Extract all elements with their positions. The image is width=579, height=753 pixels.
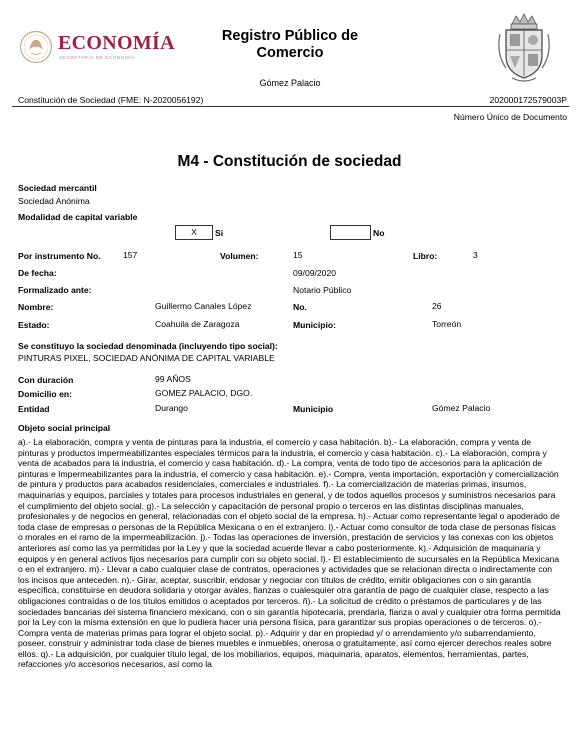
reference-left: Constitución de Sociedad (FME: N-2020056192): [18, 95, 204, 105]
municipality-label: Municipio:: [293, 320, 336, 330]
company-value: PINTURAS PIXEL, SOCIEDAD ANÓNIMA DE CAPITAL VARIABLE: [18, 353, 275, 363]
instrument-value: 157: [123, 250, 138, 260]
registry-city: Gómez Palacio: [259, 78, 321, 88]
document-number: 202000172579003P: [489, 95, 567, 105]
duration-value: 99 AÑOS: [155, 374, 191, 384]
document-number-caption: Número Único de Documento: [453, 112, 567, 122]
date-value: 09/09/2020: [293, 268, 337, 278]
municipal-coat-of-arms-icon: [494, 12, 554, 84]
variable-capital-label: Modalidad de capital variable: [18, 212, 138, 222]
entity-label: Entidad: [18, 404, 50, 414]
domicile-label: Domicilio en:: [18, 389, 72, 399]
purpose-label: Objeto social principal: [18, 423, 111, 433]
municipality2-label: Municipio: [293, 404, 334, 414]
notary-number-value: 26: [432, 301, 442, 311]
book-value: 3: [473, 250, 478, 260]
registry-title-line2: Comercio: [256, 45, 324, 61]
registry-title: [200, 28, 380, 62]
eagle-seal-icon: [18, 30, 54, 64]
notary-name-value: Guillermo Canales López: [155, 301, 252, 311]
domicile-value: GOMEZ PALACIO, DGO.: [155, 388, 253, 398]
notary-number-label: No.: [293, 302, 307, 312]
book-label: Libro:: [413, 251, 438, 261]
entity-value: Durango: [155, 403, 188, 413]
state-value: Coahuila de Zaragoza: [155, 319, 240, 329]
purpose-text: a).- La elaboración, compra y venta de pinturas para la industria, el comercio y casa habitación. b).- La elaboración, compra y venta de pinturas y productos impermeabilizantes especiales térmicos para la industria, el comercio y casa habitación. c).- La elaboración, compra y venta de acabados para la industria, el comercio y casa habitación. d).- La compra, venta de todo tipo de accesorios para la aplicación de pinturas e Impermeabilizantes para la industria, el comercio y casa habitación. e).- Compra, venta importación, exportación y comercialización de pintura y productos para acabados residenciales, comerciales e industriales. f).- La comercialización de materias primas, insumos, maquinarias y equipos, parciales y totales para procesos industriales en general, y de todos aquellos procesos y suministros necesarios para el cumplimiento del objeto social. g).- La selección y capacitación de personal propio o terceros en las distintas disciplinas manuales, profesionales y de negocios en general, relacionadas con el objeto social de la empresa. h).- Actuar como representante legal o apoderado de toda clase de empresas o personas de la República Mexicana o en el extranjero. i).- Actuar como consultor de toda clase de personas físicas o morales en el ramo de la impermeabilización. j).- Todas las operaciones de inversión, prestación de servicios y las conexas con los objetos anteriores así como las ya permitidas por la Ley y que la sociedad acuerde llevar a cabo posteriormente. k).- Adquisición de maquinaria y equipos y en general activos fijos necesarios para cumplir con su objeto social. l).- El establecimiento de sucursales en la República Mexicana o en el extranjero. m).- Llevar a cabo cualquier clase de contratos, operaciones y actividades que se relacionan directa o indirectamente con los incisos que anteceden. n).- Girar, aceptar, suscribir, endosar y negociar con títulos de crédito, emitir obligaciones con o sin garantía específica, constituirse en deudora solidaria y otorgar avales, fianzas o cualesquier otra garantía de pago de cualquier clase, respecto a las obligaciones contraídas o de los títulos emitidos o aceptados por terceros. ñ).- La solicitud de crédito o préstamos de particulares y de las sociedades bancarias del sistema financiero mexicano, con o sin garantía hipotecaria, prendaria, fianza o aval y cualquier otra forma permitida por la Ley con la misma extensión en que lo pudiera hacer una persona física, para garantizar sus propias operaciones o de terceros. o).- Compra venta de materias primas para lograr el objeto social. p).- Adquirir y dar en propiedad y/ o arrendamiento y/o subarrendamiento, poseer, construir y administrar toda clase de bienes muebles e inmuebles, onerosa o gratuitamente, así como ejercer derechos reales sobre ellos. q).- La adquisición, por cualquier título legal, de los mobiliarios, equipos, maquinaria, aparatos, elementos, herramientas, partes, refacciones y/o accesorios necesarios, así como la: [18, 437, 561, 670]
notary-name-label: Nombre:: [18, 302, 54, 312]
municipality-value: Torreón: [432, 319, 462, 329]
volume-label: Volumen:: [220, 251, 259, 261]
no-label: No: [373, 228, 385, 238]
instrument-label: Por instrumento No.: [18, 251, 101, 261]
formalized-label: Formalizado ante:: [18, 285, 92, 295]
date-label: De fecha:: [18, 268, 57, 278]
mercantile-label: Sociedad mercantil: [18, 183, 97, 193]
yes-label: Si: [215, 228, 224, 238]
company-label: Se constituyo la sociedad denominada (incluyendo tipo social):: [18, 341, 278, 351]
mercantile-value: Sociedad Anónima: [18, 196, 90, 206]
document-title: M4 - Constitución de sociedad: [177, 153, 402, 170]
duration-label: Con duración: [18, 375, 74, 385]
header-divider: [12, 106, 569, 107]
formalized-value: Notario Público: [293, 285, 352, 295]
logo-subtitle: SECRETARÍA DE ECONOMÍA: [59, 55, 135, 60]
yes-checkbox[interactable]: X: [175, 225, 213, 240]
state-label: Estado:: [18, 320, 50, 330]
volume-value: 15: [293, 250, 303, 260]
no-checkbox[interactable]: [330, 225, 371, 240]
municipality2-value: Gómez Palacio: [432, 403, 491, 413]
economia-logo: [18, 30, 190, 64]
registry-title-line1: Registro Público de: [221, 28, 359, 44]
logo-wordmark: ECONOMÍA: [58, 32, 175, 54]
